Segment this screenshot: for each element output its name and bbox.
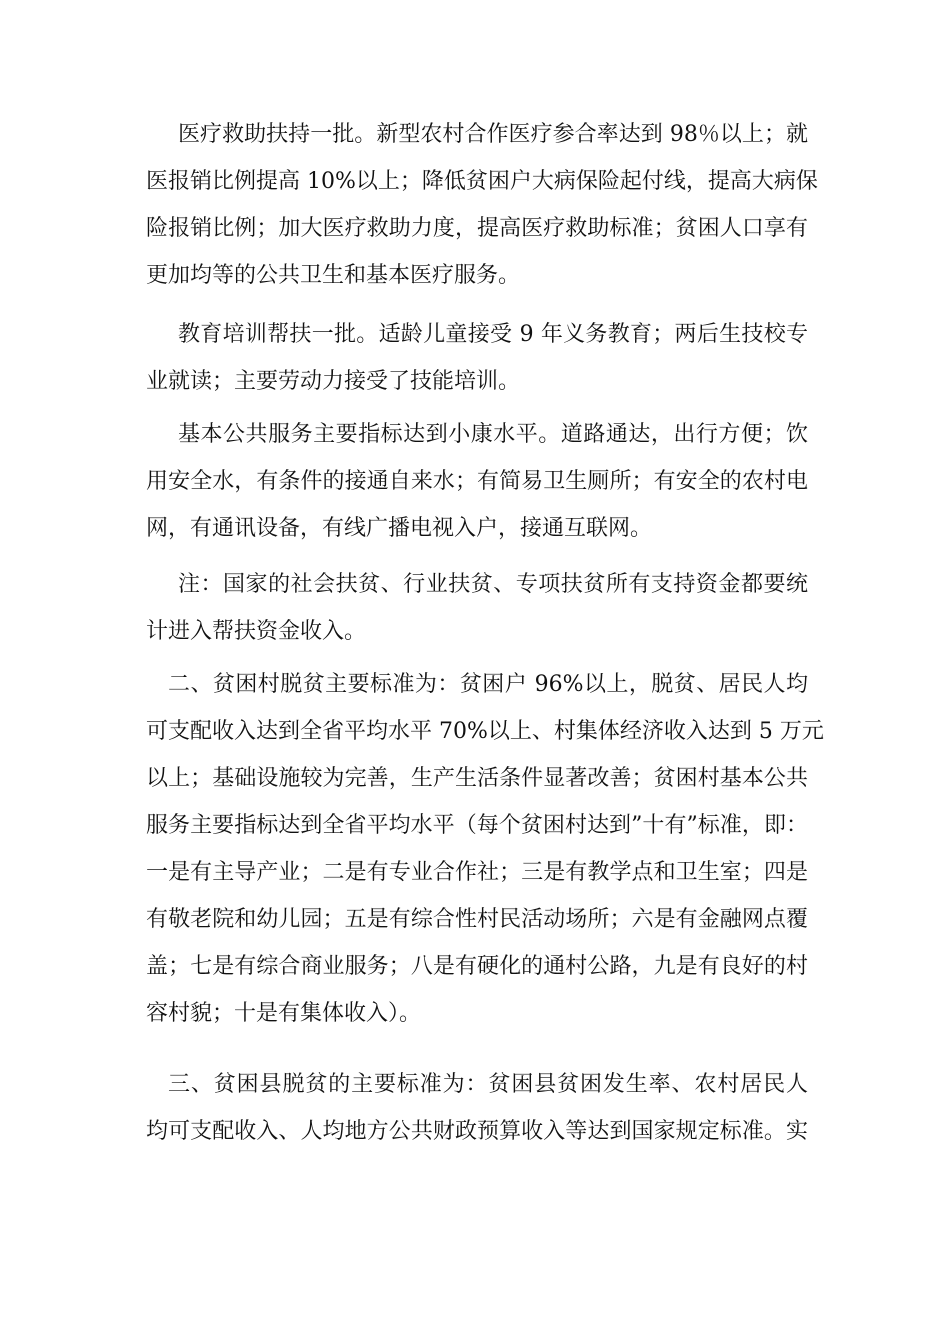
text-line: 二、贫困村脱贫主要标准为：贫困户 96%以上，脱贫、居民人均 [168, 672, 808, 697]
text-line: 网，有通讯设备，有线广播电视入户，接通互联网。 [146, 516, 653, 541]
text-line: 三、贫困县脱贫的主要标准为：贫困县贫困发生率、农村居民人 [168, 1072, 808, 1097]
text-line: 基本公共服务主要指标达到小康水平。道路通达，出行方便；饮 [178, 422, 808, 447]
text-line: 注：国家的社会扶贫、行业扶贫、专项扶贫所有支持资金都要统 [178, 572, 808, 597]
text-line: 一是有主导产业；二是有专业合作社；三是有教学点和卫生室；四是 [146, 860, 808, 885]
paragraph-medical-aid [146, 118, 818, 306]
text-line: 业就读；主要劳动力接受了技能培训。 [146, 369, 521, 394]
text-line: 服务主要指标达到全省平均水平（每个贫困村达到”十有”标准，即： [146, 813, 808, 838]
paragraph-education [146, 318, 808, 412]
text-line: 计进入帮扶资金收入。 [146, 619, 367, 644]
text-line: 更加均等的公共卫生和基本医疗服务。 [146, 263, 521, 288]
paragraph-village-standard [146, 668, 824, 1044]
text-line: 均可支配收入、人均地方公共财政预算收入等达到国家规定标准。实 [146, 1119, 808, 1144]
text-line: 用安全水，有条件的接通自来水；有简易卫生厕所；有安全的农村电 [146, 469, 808, 494]
text-line: 容村貌；十是有集体收入）。 [146, 1001, 422, 1026]
paragraph-county-standard [146, 1068, 808, 1162]
text-line: 医报销比例提高 10%以上；降低贫困户大病保险起付线，提高大病保 [146, 169, 818, 194]
text-line: 以上；基础设施较为完善，生产生活条件显著改善；贫困村基本公共 [146, 766, 808, 791]
text-line: 可支配收入达到全省平均水平 70%以上、村集体经济收入达到 5 万元 [146, 719, 824, 744]
text-line: 医疗救助扶持一批。新型农村合作医疗参合率达到 98％以上；就 [178, 122, 808, 147]
paragraph-note [146, 568, 808, 662]
text-line: 教育培训帮扶一批。适龄儿童接受 9 年义务教育；两后生技校专 [178, 322, 808, 347]
text-line: 有敬老院和幼儿园；五是有综合性村民活动场所；六是有金融网点覆 [146, 907, 808, 932]
text-line: 盖；七是有综合商业服务；八是有硬化的通村公路，九是有良好的村 [146, 954, 808, 979]
text-line: 险报销比例；加大医疗救助力度，提高医疗救助标准；贫困人口享有 [146, 216, 808, 241]
paragraph-public-services [146, 418, 808, 559]
